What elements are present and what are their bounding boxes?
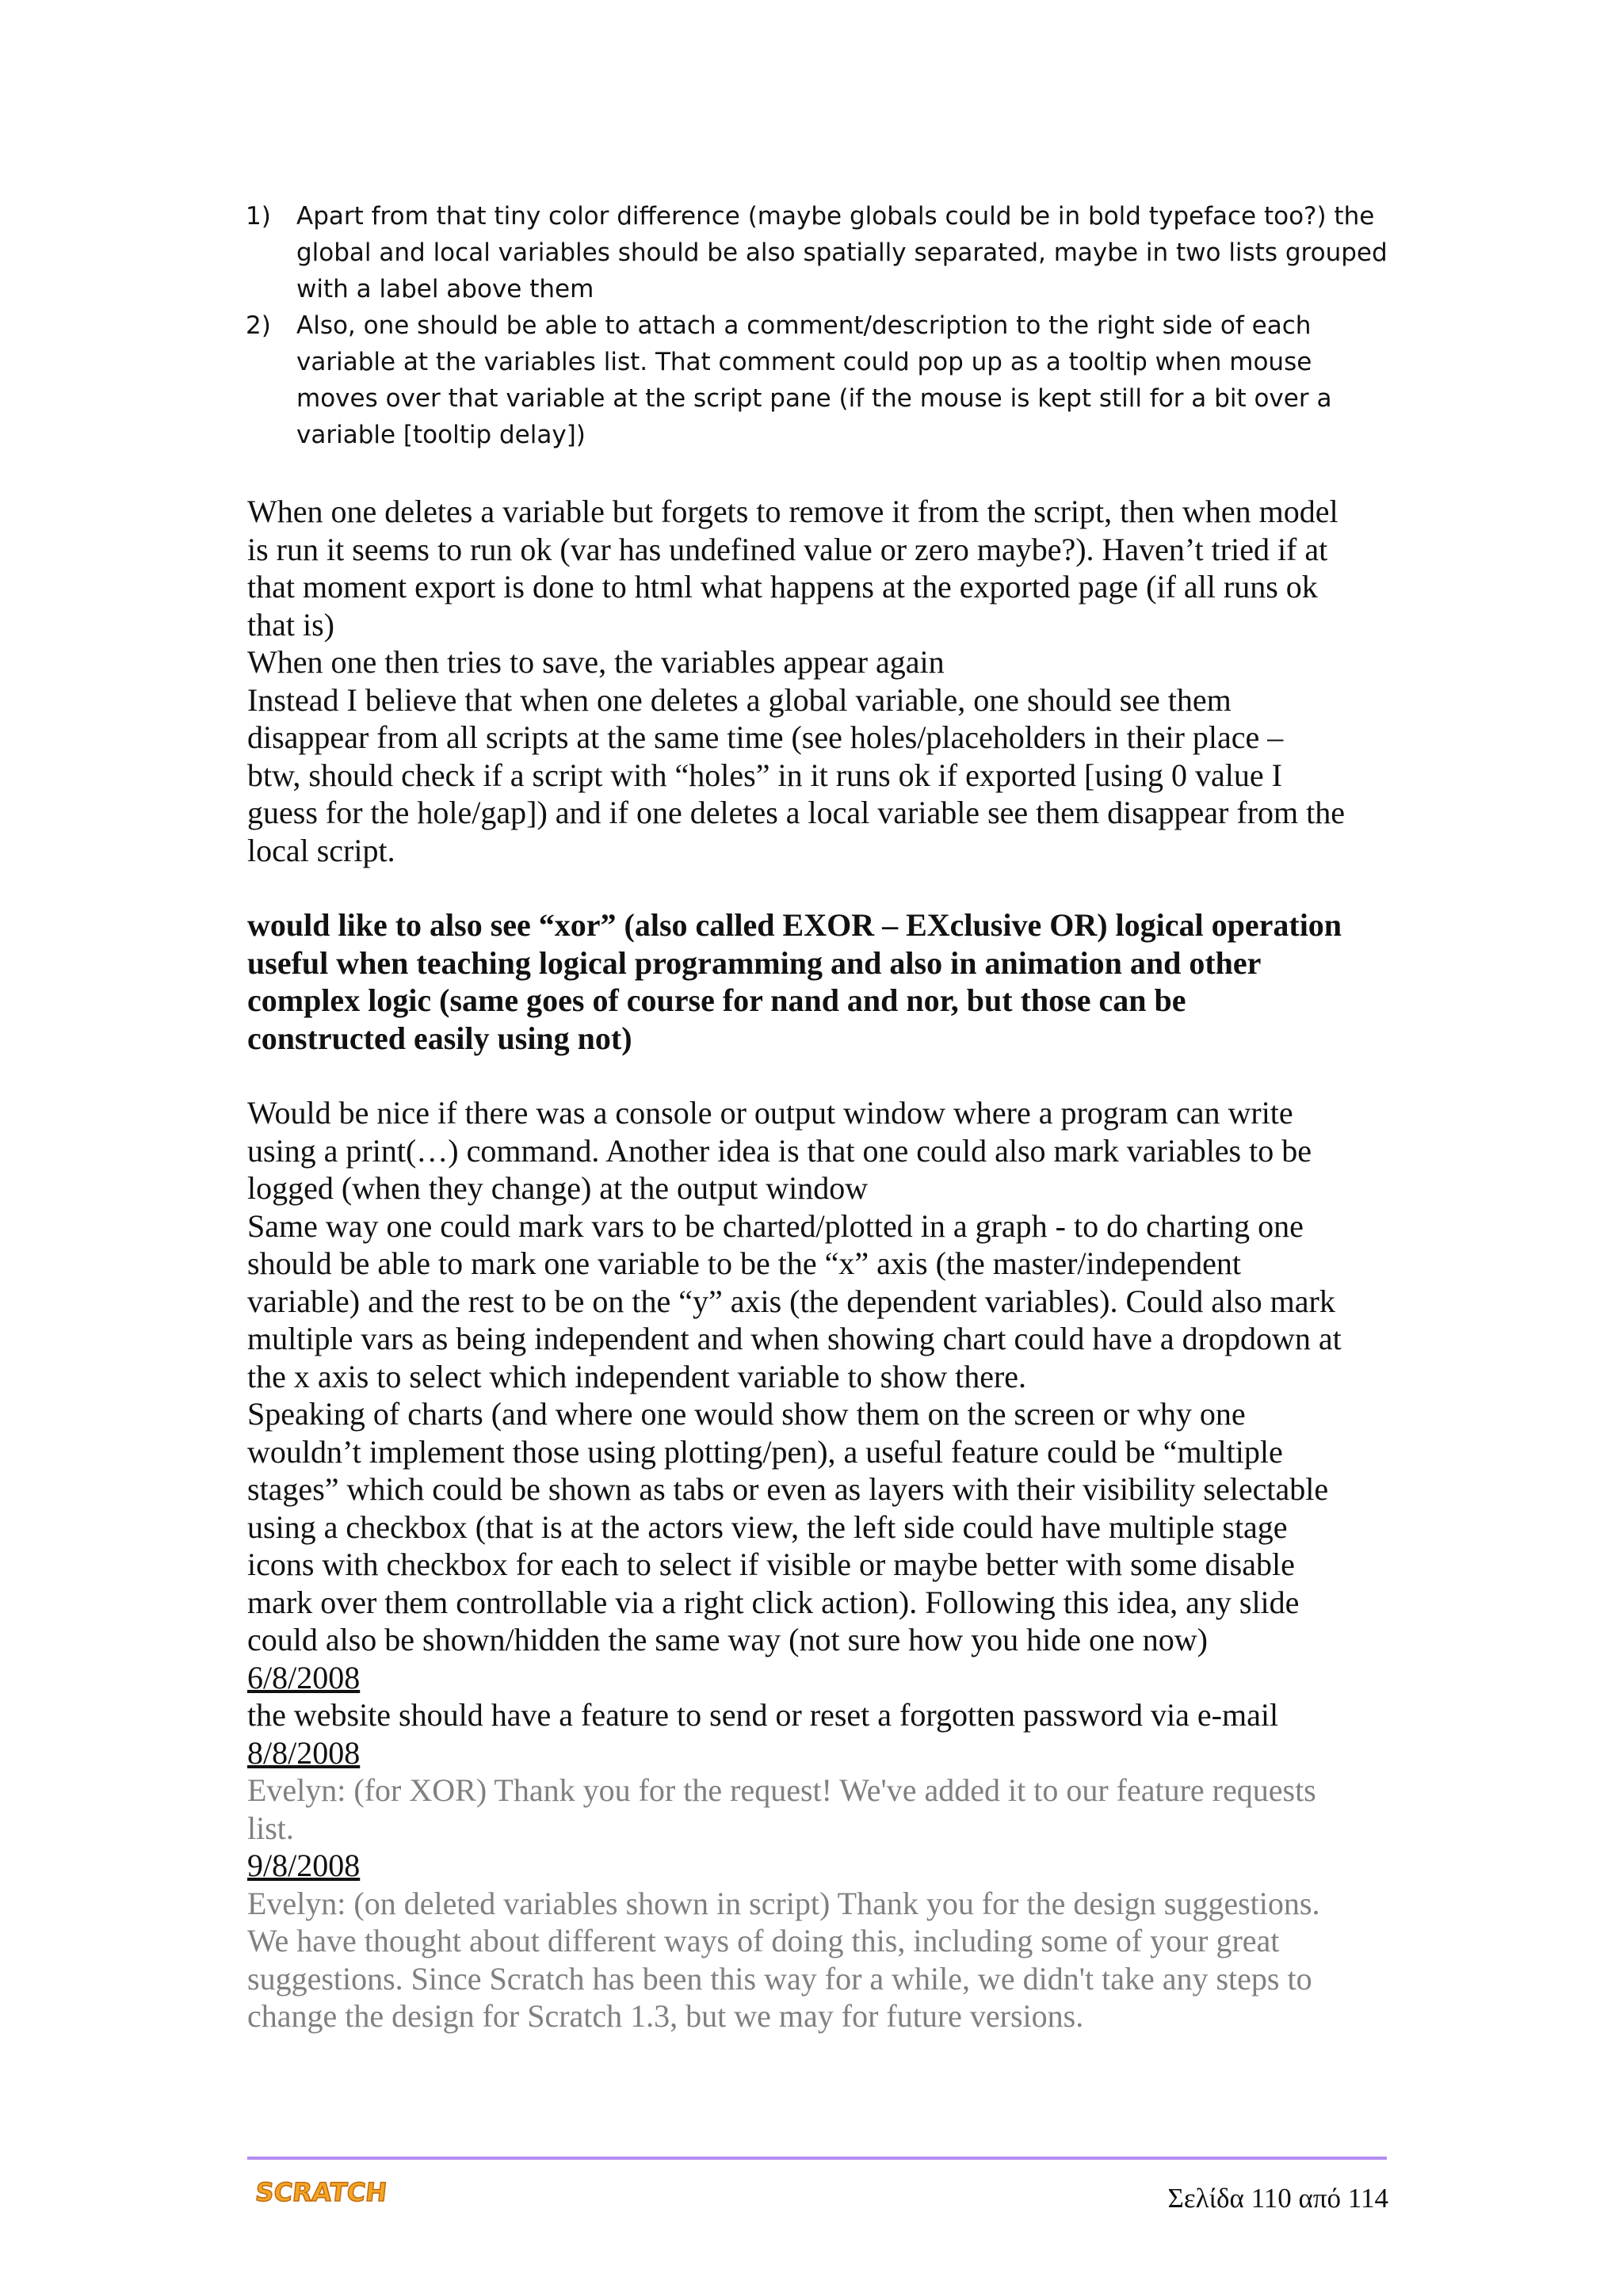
text-line: When one then tries to save, the variables appear again (247, 644, 945, 680)
text-line: btw, should check if a script with “holes” in it runs ok if exported [using 0 value I (247, 757, 1282, 793)
list-item (246, 198, 1395, 307)
text-line: We have thought about different ways of doing this, including some of your great (247, 1923, 1280, 1958)
text-line: logged (when they change) at the output window (247, 1170, 869, 1206)
text-line: using a print(…) command. Another idea is that one could also mark variables to be (247, 1132, 1312, 1169)
list-line: with a label above them (296, 275, 594, 303)
text-line: stages” which could be shown as tabs or even as layers with their visibility selectable (247, 1471, 1329, 1507)
text-line: the x axis to select which independent variable to show there. (247, 1358, 1027, 1394)
text-line: variable) and the rest to be on the “y” axis (the dependent variables). Could also mark (247, 1283, 1335, 1319)
text-line: mark over them controllable via a right click action). Following this idea, any slide (247, 1584, 1300, 1620)
reply-xor (247, 1772, 1412, 1847)
list-line: moves over that variable at the script pane (if the mouse is kept still for a bit over a (296, 384, 1332, 413)
scratch-logo (254, 2164, 389, 2217)
text-line: useful when teaching logical programming and also in animation and other (247, 944, 1262, 981)
text-line: icons with checkbox for each to select if visible or maybe better with some disable (247, 1547, 1295, 1582)
text-line: change the design for Scratch 1.3, but we may for future versions. (247, 1998, 1084, 2034)
list-line: Apart from that tiny color difference (maybe globals could be in bold typeface too?) the (296, 202, 1375, 231)
date-heading: 8/8/2008 (247, 1734, 361, 1771)
text-line: disappear from all scripts at the same time (see holes/placeholders in their place – (247, 719, 1284, 755)
paragraph-deleted-variables (247, 493, 1412, 869)
text-line: is run it seems to run ok (var has undefined value or zero maybe?). Haven’t tried if at (247, 531, 1328, 567)
text-line: local script. (247, 832, 395, 868)
text-line: guess for the hole/gap]) and if one deletes a local variable see them disappear from the (247, 795, 1345, 830)
text-line: constructed easily using not) (247, 1020, 632, 1056)
paragraph-xor-request (247, 906, 1412, 1057)
paragraph-console-and-charts (247, 1094, 1412, 1659)
text-line: Evelyn: (on deleted variables shown in script) Thank you for the design suggestions. (247, 1885, 1320, 1921)
list-item (246, 307, 1395, 453)
text-line: using a checkbox (that is at the actors view, the left side could have multiple stage (247, 1508, 1288, 1545)
text-line: that is) (247, 606, 334, 643)
list-number: 2) (246, 311, 271, 340)
page-number: Σελίδα 110 από 114 (1167, 2183, 1388, 2214)
document-body (247, 493, 1412, 2035)
text-line: Speaking of charts (and where one would show them on the screen or why one (247, 1396, 1246, 1432)
text-line: would like to also see “xor” (also called EXOR – EXclusive OR) logical operation (247, 907, 1342, 943)
numbered-list (246, 198, 1395, 453)
date-heading: 9/8/2008 (247, 1848, 361, 1883)
text-line: Same way one could mark vars to be charted/plotted in a graph - to do charting one (247, 1207, 1304, 1244)
logo-text: SCRATCH (254, 2177, 389, 2207)
text-line: Instead I believe that when one deletes a global variable, one should see them (247, 681, 1232, 718)
text-line: wouldn’t implement those using plotting/pen), a useful feature could be “multiple (247, 1433, 1283, 1470)
list-line: Also, one should be able to attach a comment/description to the right side of each (296, 311, 1312, 340)
text-line: Would be nice if there was a console or output window where a program can write (247, 1095, 1293, 1131)
list-number: 1) (246, 202, 271, 231)
footer-rule (247, 2157, 1387, 2160)
list-line: global and local variables should be also spatially separated, maybe in two lists grouped (296, 238, 1388, 267)
date-heading: 6/8/2008 (247, 1659, 361, 1695)
text-line: When one deletes a variable but forgets to remove it from the script, then when model (247, 494, 1338, 529)
list-line: variable [tooltip delay]) (296, 421, 586, 449)
reply-deleted-variables (247, 1885, 1412, 2035)
text-line: suggestions. Since Scratch has been this way for a while, we didn't take any steps to (247, 1960, 1312, 1997)
paragraph-password-reset: the website should have a feature to send or reset a forgotten password via e-mail (247, 1697, 1279, 1733)
text-line: list. (247, 1810, 294, 1846)
text-line: complex logic (same goes of course for nand and nor, but those can be (247, 982, 1186, 1018)
text-line: should be able to mark one variable to be the “x” axis (the master/independent (247, 1245, 1242, 1281)
list-line: variable at the variables list. That comment could pop up as a tooltip when mouse (296, 348, 1312, 376)
text-line: Evelyn: (for XOR) Thank you for the request! We've added it to our feature requests (247, 1772, 1316, 1808)
text-line: could also be shown/hidden the same way (not sure how you hide one now) (247, 1622, 1208, 1657)
text-line: multiple vars as being independent and when showing chart could have a dropdown at (247, 1321, 1342, 1356)
text-line: that moment export is done to html what happens at the exported page (if all runs ok (247, 569, 1318, 605)
